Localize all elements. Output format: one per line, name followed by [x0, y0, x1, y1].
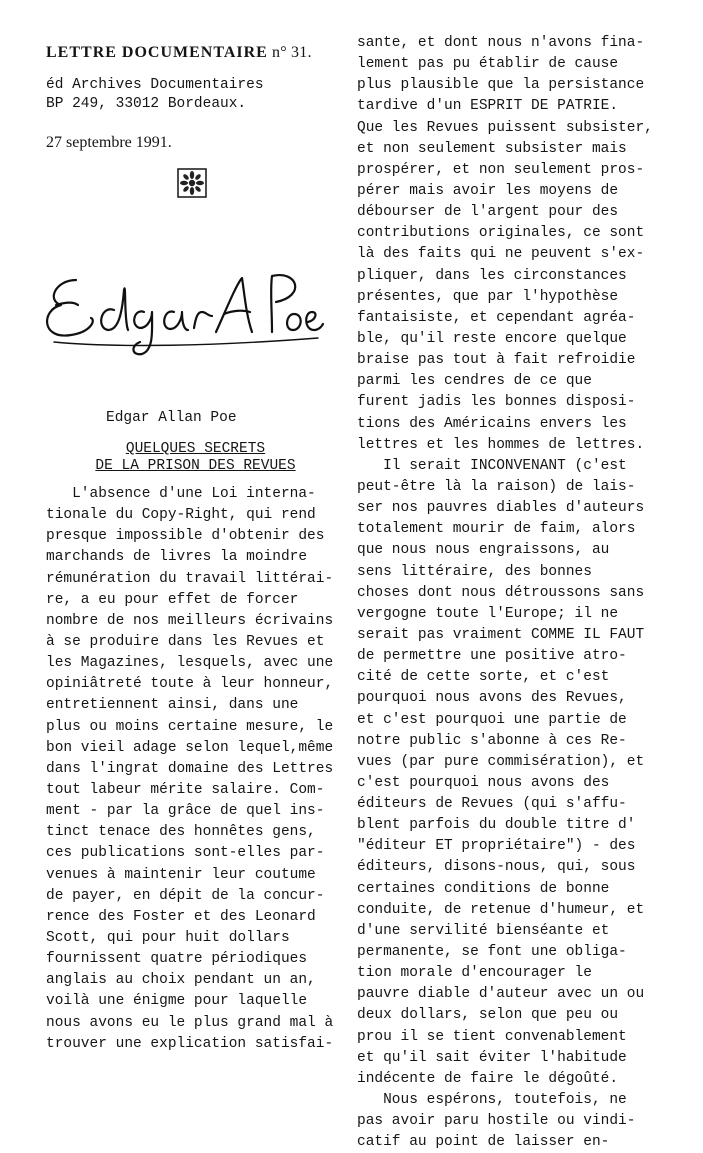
left-text-column [46, 484, 341, 1055]
text-line: L'absence d'une Loi interna- [46, 486, 316, 502]
handwritten-signature [36, 250, 326, 360]
text-line: ser nos pauvres diables d'auteurs [357, 500, 645, 517]
article-title-line-2: DE LA PRISON DES REVUES [95, 458, 296, 474]
text-line: et c'est pourquoi une partie de [357, 711, 627, 728]
text-line: c'est pourquoi nous avons des [357, 774, 610, 791]
text-line: à se produire dans les Revues et [46, 633, 325, 650]
text-line: venues à maintenir leur coutume [46, 866, 316, 883]
text-line: ces publications sont-elles par- [46, 845, 325, 862]
newsletter-title [46, 44, 336, 62]
text-line: marchands de livres la moindre [46, 549, 308, 566]
text-line: plus plausible que la persistance [357, 77, 645, 94]
text-line: Scott, qui pour huit dollars [46, 929, 290, 946]
text-line: notre public s'abonne à ces Re- [357, 732, 627, 749]
text-line: re, a eu pour effet de forcer [46, 591, 299, 608]
text-line: "éditeur ET propriétaire") - des [357, 838, 636, 855]
text-line: et non seulement subsister mais [357, 140, 627, 157]
text-line: peut-être là la raison) de lais- [357, 478, 636, 495]
text-line: furent jadis les bonnes disposi- [357, 394, 636, 411]
text-line: presque impossible d'obtenir des [46, 528, 325, 545]
right-text-column [357, 33, 657, 1153]
issue-date: 27 septembre 1991. [46, 134, 172, 151]
text-line: cité de cette sorte, et c'est [357, 669, 610, 686]
text-line: lement pas pu établir de cause [357, 56, 619, 73]
text-line: pliquer, dans les circonstances [357, 267, 627, 284]
publisher-line: éd Archives Documentaires [46, 77, 264, 93]
text-line: contributions originales, ce sont [357, 225, 645, 242]
text-line: et qu'il sait éviter l'habitude [357, 1049, 627, 1066]
text-line: bon vieil adage selon lequel,même [46, 739, 334, 756]
text-line: pourquoi nous avons des Revues, [357, 690, 627, 707]
article-title-line-1: QUELQUES SECRETS [125, 441, 266, 457]
text-line: Nous espérons, toutefois, ne [357, 1092, 627, 1109]
text-line: de payer, en dépit de la concur- [46, 887, 325, 904]
text-line: permanente, se font une obliga- [357, 944, 627, 961]
text-line: nombre de nos meilleurs écrivains [46, 612, 334, 629]
text-line: voilà une énigme pour laquelle [46, 993, 308, 1010]
text-line: présentes, que par l'hypothèse [357, 288, 619, 305]
text-line: certaines conditions de bonne [357, 880, 610, 897]
text-line: serait pas vraiment COMME IL FAUT [357, 626, 645, 643]
text-line: ble, qu'il reste encore quelque [357, 330, 627, 347]
text-line: d'une servilité bienséante et [357, 922, 610, 939]
text-line: tion morale d'encourager le [357, 965, 592, 982]
text-line: rémunération du travail littérai- [46, 570, 334, 587]
text-line: vues (par pure commisération), et [357, 753, 645, 770]
text-line: pérer mais avoir les moyens de [357, 182, 619, 199]
text-line: pas avoir paru hostile ou vindi- [357, 1113, 636, 1130]
text-line: prou il se tient convenablement [357, 1028, 627, 1045]
text-line: blent parfois du double titre d' [357, 817, 636, 834]
text-line: catif au point de laisser en- [357, 1134, 610, 1151]
text-line: conduite, de retenue d'humeur, et [357, 901, 645, 918]
text-line: tinct tenace des honnêtes gens, [46, 824, 316, 841]
text-line: tions des Américains envers les [357, 415, 627, 432]
text-line: Il serait INCONVENANT (c'est [357, 457, 627, 474]
text-line: là des faits qui ne peuvent s'ex- [357, 246, 645, 263]
text-line: lettres et les hommes de lettres. [357, 436, 645, 453]
text-line: choses dont nous détroussons sans [357, 584, 645, 601]
text-line: sens littéraire, des bonnes [357, 563, 592, 580]
text-line: nous avons eu le plus grand mal à [46, 1014, 334, 1031]
text-line: braise pas tout à fait refroidie [357, 352, 636, 369]
address-line: BP 249, 33012 Bordeaux. [46, 96, 247, 112]
text-line: fournissent quatre périodiques [46, 951, 308, 968]
text-line: tardive d'un ESPRIT DE PATRIE. [357, 98, 619, 115]
text-line: indécente de faire le dégoûté. [357, 1070, 619, 1087]
newsletter-title-caps: LETTRE DOCUMENTAIRE [46, 44, 268, 61]
text-line: tionale du Copy-Right, qui rend [46, 507, 316, 524]
text-line: les Magazines, lesquels, avec une [46, 655, 334, 672]
newsletter-issue-number: n° 31. [267, 44, 312, 61]
text-line: dans l'ingrat domaine des Lettres [46, 760, 334, 777]
text-line: deux dollars, selon que peu ou [357, 1007, 619, 1024]
text-line: que nous nous engraissons, au [357, 542, 610, 559]
article-title [88, 441, 303, 475]
article-author: Edgar Allan Poe [106, 410, 237, 426]
text-line: opiniâtreté toute à leur honneur, [46, 676, 334, 693]
text-line: rence des Foster et des Leonard [46, 908, 316, 925]
text-line: prospérer, et non seulement pros- [357, 161, 645, 178]
text-line: sante, et dont nous n'avons fina- [357, 35, 645, 51]
text-line: éditeurs, disons-nous, qui, sous [357, 859, 636, 876]
text-line: pauvre diable d'auteur avec un ou [357, 986, 645, 1003]
text-line: tout labeur mérite salaire. Com- [46, 781, 325, 798]
text-line: vergogne toute l'Europe; il ne [357, 605, 619, 622]
text-line: ment - par la grâce de quel ins- [46, 803, 325, 820]
text-line: de permettre une positive atro- [357, 648, 627, 665]
text-line: débourser de l'argent pour des [357, 204, 619, 221]
text-line: entretiennent ainsi, dans une [46, 697, 299, 714]
text-line: parmi les cendres de ce que [357, 373, 592, 390]
decorative-fleuron-icon [177, 168, 207, 198]
text-line: plus ou moins certaine mesure, le [46, 718, 334, 735]
header-block [46, 44, 336, 152]
text-line: fantaisiste, et cependant agréa- [357, 309, 636, 326]
text-line: trouver une explication satisfai- [46, 1035, 334, 1052]
text-line: Que les Revues puissent subsister, [357, 119, 653, 136]
text-line: anglais au choix pendant un an, [46, 972, 316, 989]
text-line: éditeurs de Revues (qui s'affu- [357, 796, 627, 813]
text-line: totalement mourir de faim, alors [357, 521, 636, 538]
